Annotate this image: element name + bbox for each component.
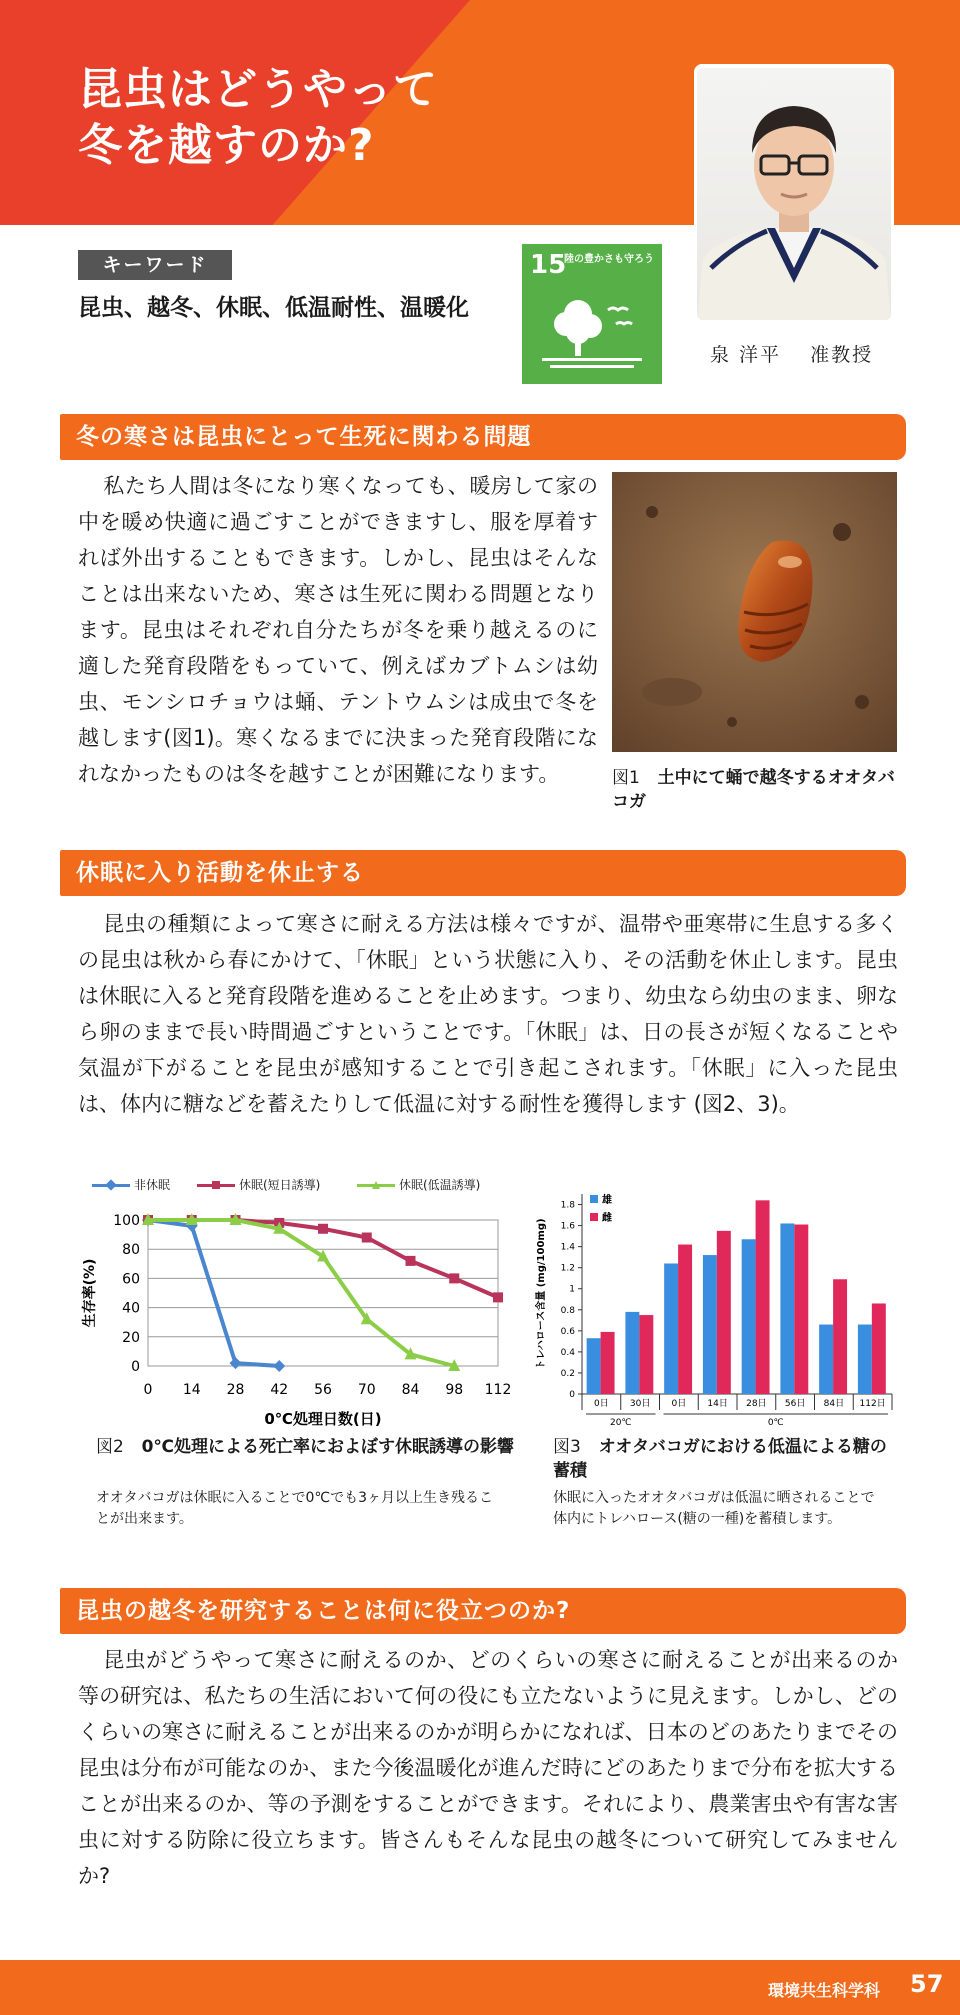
y-tick-label: 0 <box>131 1359 140 1375</box>
bar-male <box>742 1239 756 1394</box>
legend-swatch-3 <box>357 1184 395 1187</box>
chart-legend-survival <box>92 1176 532 1196</box>
legend-swatch-1 <box>92 1184 130 1187</box>
y-tick-label: 40 <box>122 1300 140 1317</box>
legend-swatch <box>590 1213 598 1221</box>
x-tick-label: 56日 <box>784 1399 806 1409</box>
y-tick-label: 1.4 <box>560 1242 575 1253</box>
x-tick-label: 70 <box>357 1382 376 1398</box>
section-body-3: 昆虫がどうやって寒さに耐えるのか、どのくらいの寒さに耐えることが出来るのか等の研究は、私たちの生活において何の役にも立たないように見えます。しかし、どのくらいの寒さに耐えることが出来るのかが明らかになれば、日本のどのあたりまでその昆虫は分布が可能なのか、また今後温暖化が進んだ時にどのあたりまで分布を拡大することが出来るのか、等の予測をすることができます。それにより、農業害虫や有害な害虫に対する防除に役立ちます。皆さんもそんな昆虫の越冬について研究してみませんか? <box>78 1648 898 1888</box>
bar-female <box>794 1225 808 1394</box>
figure-1-caption-text: 土中にて蛹で越冬するオオタバコガ <box>612 768 895 812</box>
figure-2-caption-text: 0℃処理による死亡率におよぼす休眠誘導の影響 <box>141 1437 515 1457</box>
section-heading-1: 冬の寒さは昆虫にとって生死に関わる問題 <box>60 414 906 460</box>
x-tick-label: 30日 <box>629 1399 651 1409</box>
legend-item-2 <box>197 1176 320 1193</box>
plot-area <box>148 1220 498 1366</box>
y-tick-label: 0.2 <box>560 1368 575 1379</box>
trehalose-bar-chart <box>530 1180 900 1425</box>
sdg-label: 陸の豊かさも守ろう <box>564 254 654 265</box>
x-tick-label: 84日 <box>823 1399 845 1409</box>
keyword-label: キーワード <box>78 250 232 280</box>
footer-department: 環境共生科学科 <box>767 1981 880 2000</box>
bar-female <box>639 1315 653 1394</box>
bar-female <box>678 1245 692 1394</box>
legend-swatch-2 <box>197 1184 235 1187</box>
legend-label-1: 非休眠 <box>134 1178 171 1192</box>
professor-photo <box>697 68 891 320</box>
sdg-15-badge <box>522 244 662 384</box>
y-tick-label: 0.8 <box>560 1305 575 1316</box>
bar-male <box>858 1325 872 1394</box>
section-heading-2: 休眠に入り活動を休止する <box>60 850 906 896</box>
y-tick-label: 0.6 <box>560 1326 575 1337</box>
legend-item-1 <box>92 1176 170 1193</box>
section-body-2: 昆虫の種類によって寒さに耐える方法は様々ですが、温帯や亜寒帯に生息する多くの昆虫は秋から春にかけて、「休眠」という状態に入り、その活動を休止します。昆虫は休眠に入ると発育段階を進めることを止めます。つまり、幼虫なら幼虫のまま、卵なら卵のままで長い時間過ごすということです。「休眠」は、日の長さが短くなることや気温が下がることを昆虫が感知することで引き起こされます。「休眠」に入った昆虫は、体内に糖などを蓄えたりして低温に対する耐性を獲得します (図2、3)。 <box>78 912 898 1116</box>
bar-male <box>664 1263 678 1394</box>
figure-1-caption <box>612 766 902 814</box>
y-tick-label: 60 <box>122 1271 140 1288</box>
group-label: 20℃ <box>609 1418 632 1425</box>
sdg-number: 15 <box>530 250 567 280</box>
pupa-photo-illustration <box>612 472 897 752</box>
keyword-list: 昆虫、越冬、休眠、低温耐性、温暖化 <box>78 295 469 321</box>
legend-label-3: 休眠(低温誘導) <box>399 1178 481 1192</box>
figure-3-caption <box>553 1435 893 1483</box>
professor-photo-illustration <box>697 68 891 320</box>
figure-2-caption <box>96 1435 516 1459</box>
data-point <box>318 1224 328 1234</box>
x-tick-label: 28 <box>226 1382 245 1398</box>
section-heading-3: 昆虫の越冬を研究することは何に役立つのか? <box>60 1588 906 1634</box>
figure-3-number: 図3 <box>553 1437 581 1457</box>
y-axis-label: 生存率(%) <box>82 1258 98 1328</box>
legend-item-3 <box>357 1176 480 1193</box>
x-tick-label: 42 <box>270 1382 289 1398</box>
x-tick-label: 28日 <box>746 1399 767 1409</box>
page-title-line1: 昆虫はどうやって <box>78 64 438 115</box>
x-tick-label: 14日 <box>707 1399 728 1409</box>
y-tick-label: 1.8 <box>560 1200 575 1211</box>
professor-name: 泉 洋平 准教授 <box>710 344 874 366</box>
figure-2-number: 図2 <box>96 1437 124 1457</box>
y-tick-label: 20 <box>122 1329 140 1346</box>
x-axis-label: 0℃処理日数(日) <box>264 1410 382 1428</box>
bar-male <box>703 1255 717 1394</box>
legend-label: 雌 <box>602 1213 612 1224</box>
bar-female <box>717 1231 731 1394</box>
x-tick-label: 56 <box>314 1382 332 1398</box>
data-point <box>362 1233 372 1243</box>
figure-3-caption-text: オオタバコガにおける低温による糖の蓄積 <box>553 1437 887 1481</box>
legend-label: 雄 <box>602 1195 612 1206</box>
y-tick-label: 1 <box>569 1284 575 1295</box>
tree-icon <box>522 244 662 384</box>
bar-male <box>780 1223 794 1394</box>
figure-1-photo <box>612 472 897 752</box>
survival-line-chart <box>70 1198 520 1430</box>
legend-label-2: 休眠(短日誘導) <box>239 1178 321 1192</box>
bar-male <box>625 1312 639 1394</box>
x-tick-label: 0日 <box>594 1399 609 1409</box>
legend-swatch <box>590 1195 598 1203</box>
page-title-line2: 冬を越すのか? <box>78 120 375 171</box>
x-tick-label: 112日 <box>859 1399 886 1409</box>
x-tick-label: 0日 <box>671 1399 687 1409</box>
page-number: 57 <box>910 1970 944 1998</box>
figure-3-note: 休眠に入ったオオタバコガは低温に晒されることで体内にトレハロース(糖の一種)を蓄積します。 <box>553 1490 875 1527</box>
page-title <box>78 62 638 174</box>
x-tick-label: 98 <box>445 1382 464 1398</box>
data-point <box>406 1256 416 1266</box>
y-axis-label: トレハロース含量 (mg/100mg) <box>536 1218 547 1370</box>
bar-male <box>587 1338 601 1394</box>
bar-female <box>872 1303 886 1394</box>
x-tick-label: 14 <box>182 1382 201 1398</box>
data-point <box>493 1292 503 1302</box>
y-tick-label: 1.6 <box>560 1221 575 1232</box>
bar-female <box>833 1279 847 1394</box>
y-tick-label: 0.4 <box>560 1347 575 1358</box>
group-label: 0℃ <box>767 1418 784 1425</box>
data-point <box>449 1273 459 1283</box>
y-tick-label: 100 <box>113 1213 140 1229</box>
bar-female <box>601 1332 615 1394</box>
x-tick-label: 112 <box>484 1382 512 1398</box>
x-tick-label: 0 <box>143 1382 153 1398</box>
y-tick-label: 0 <box>569 1390 575 1400</box>
figure-1-number: 図1 <box>612 768 640 788</box>
section-body-1: 私たち人間は冬になり寒くなっても、暖房して家の中を暖め快適に過ごすことができますし、服を厚着すれば外出することもできます。しかし、昆虫はそんなことは出来ないため、寒さは生死に関わる問題となります。昆虫はそれぞれ自分たちが冬を乗り越えるのに適した発育段階をもっていて、例えばカブトムシは幼虫、モンシロチョウは蛹、テントウムシは成虫で冬を越します(図1)。寒くなるまでに決まった発育段階になれなかったものは冬を越すことが困難になります。 <box>78 474 598 786</box>
y-tick-label: 1.2 <box>560 1263 575 1274</box>
figure-2-note: オオタバコガは休眠に入ることで0℃でも3ヶ月以上生き残ることが出来ます。 <box>96 1490 493 1527</box>
bar-male <box>819 1325 833 1394</box>
bar-female <box>756 1200 770 1394</box>
x-tick-label: 84 <box>401 1382 420 1398</box>
y-tick-label: 80 <box>122 1242 140 1259</box>
